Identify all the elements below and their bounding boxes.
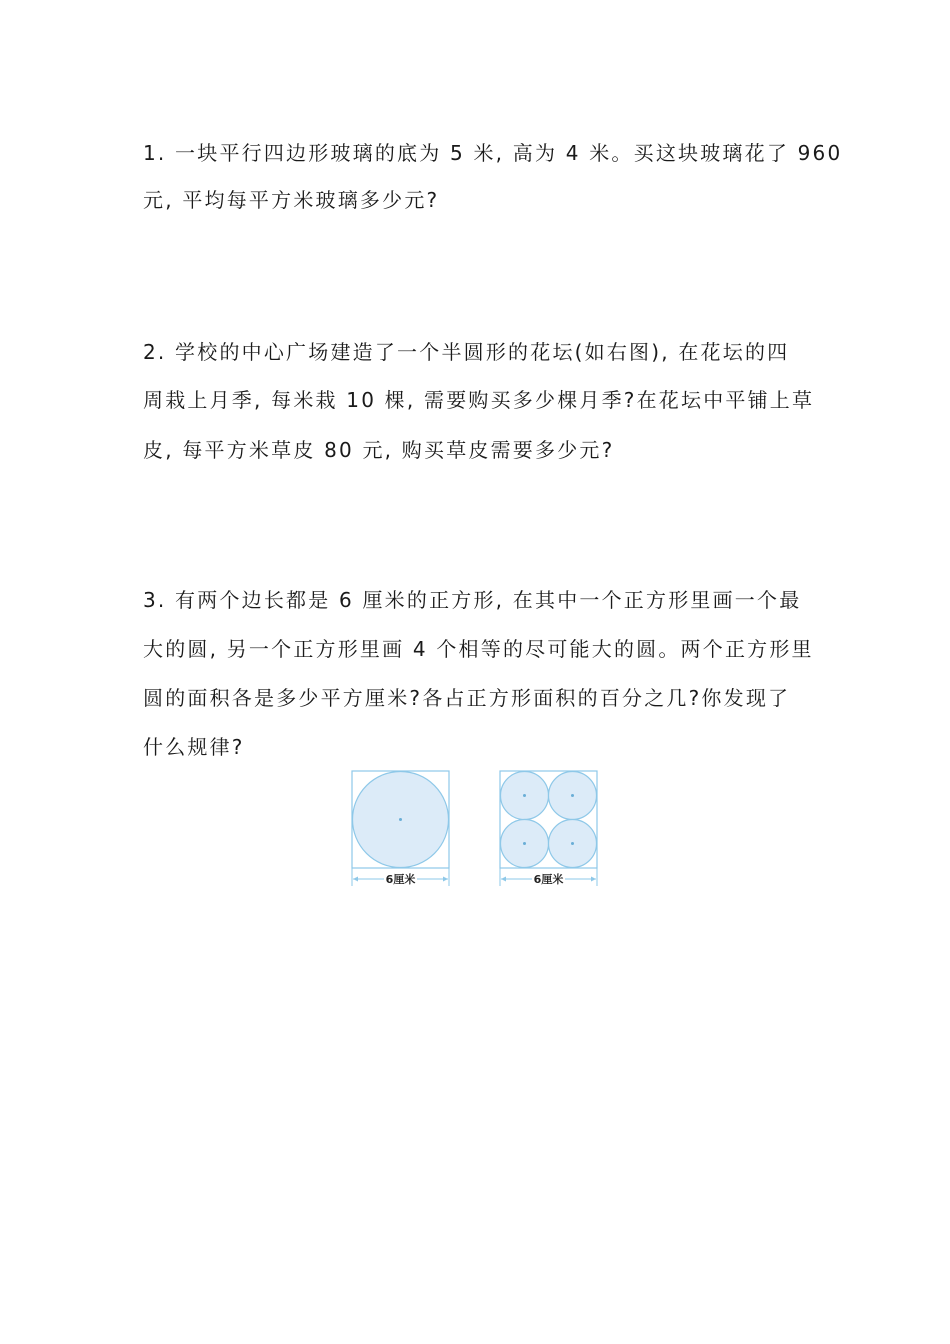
arrow-left-icon bbox=[353, 877, 358, 882]
dimension-label: 6厘米 bbox=[385, 873, 416, 886]
question-1-line-2: 元, 平均每平方米玻璃多少元? bbox=[143, 188, 440, 212]
question-3-line-1: 3. 有两个边长都是 6 厘米的正方形, 在其中一个正方形里画一个最 bbox=[143, 588, 802, 612]
center-dot bbox=[523, 794, 526, 797]
center-dot bbox=[571, 794, 574, 797]
dimension-label: 6厘米 bbox=[533, 873, 564, 886]
question-3-line-4: 什么规律? bbox=[143, 735, 245, 759]
center-dot bbox=[571, 842, 574, 845]
question-3-line-2: 大的圆, 另一个正方形里画 4 个相等的尽可能大的圆。两个正方形里 bbox=[143, 637, 814, 661]
arrow-left-icon bbox=[501, 877, 506, 882]
question-2-line-2: 周栽上月季, 每米栽 10 棵, 需要购买多少棵月季?在花坛中平铺上草 bbox=[143, 388, 815, 412]
center-dot bbox=[523, 842, 526, 845]
four-circles-figure bbox=[496, 768, 602, 890]
question-1-line-1: 1. 一块平行四边形玻璃的底为 5 米, 高为 4 米。买这块玻璃花了 960 bbox=[143, 141, 843, 165]
question-3-line-3: 圆的面积各是多少平方厘米?各占正方形面积的百分之几?你发现了 bbox=[143, 686, 791, 710]
arrow-right-icon bbox=[591, 877, 596, 882]
center-dot bbox=[399, 818, 402, 821]
question-2-line-3: 皮, 每平方米草皮 80 元, 购买草皮需要多少元? bbox=[143, 438, 615, 462]
question-2-line-1: 2. 学校的中心广场建造了一个半圆形的花坛(如右图), 在花坛的四 bbox=[143, 340, 790, 364]
single-circle-figure bbox=[348, 768, 454, 890]
arrow-right-icon bbox=[443, 877, 448, 882]
